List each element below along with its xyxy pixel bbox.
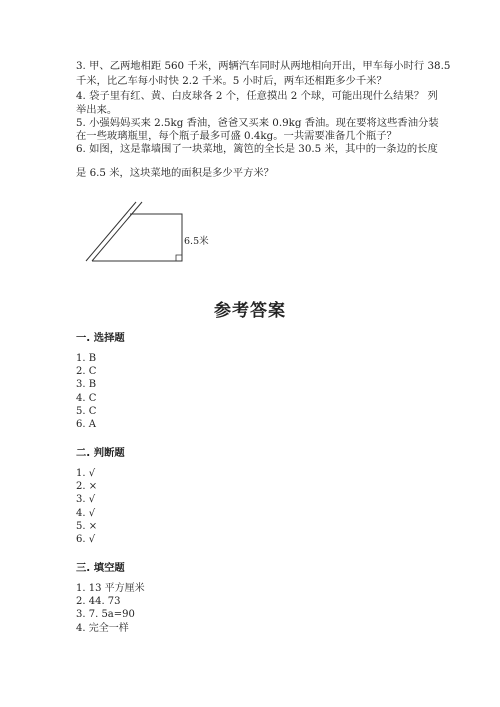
answer-item: 4. C [76,392,97,404]
answer-item: 3. B [76,379,97,391]
answer-item: 3. 7. 5a=90 [76,609,135,621]
answer-title: 参考答案 [214,301,286,321]
answer-item: 2. 44. 73 [76,596,121,608]
problem-6-line-2: 是 6.5 米，这块菜地的面积是多少平方米？ [76,167,274,179]
answer-item: 5. × [76,520,98,532]
judgment-answer-list [76,467,97,546]
section-heading-fill-in: 三. 填空题 [76,562,125,574]
section-heading-choice: 一. 选择题 [76,332,125,344]
choice-answer-list [76,352,96,431]
answer-item: 6. A [76,418,96,430]
answer-item: 1. 13 平方厘米 [76,583,145,594]
problem-4-line-1: 4. 袋子里有红、黄、白皮球各 2 个，任意摸出 2 个球，可能出现什么结果？ 列 [76,90,438,102]
answer-item: 2. × [76,481,98,493]
garden-figure [80,196,220,268]
problem-6-line-1: 6. 如图，这是靠墙围了一块菜地，篱笆的全长是 30.5 米，其中的一条边的长度 [76,143,438,155]
problem-3-line-2: 千米，比乙车每小时快 2.2 千米。5 小时后，两车还相距多少千米？ [76,75,387,87]
answer-item: 1. B [76,353,97,364]
side-length-label: 6.5米 [184,236,209,247]
right-angle-mark [176,255,182,261]
answer-item: 4. √ [76,507,96,519]
problem-4-line-2: 举出来。 [76,104,118,116]
section-heading-judgment: 二. 判断题 [76,447,125,459]
wall-line-outer [86,202,136,261]
answer-item: 4. 完全一样 [76,622,129,634]
answer-item: 1. √ [76,468,96,479]
fill-in-answer-list [76,582,145,635]
answer-item: 5. C [76,405,97,417]
wall-line-inner [92,202,142,261]
answer-item: 3. √ [76,494,96,506]
answer-item: 2. C [76,366,97,378]
problem-3-line-1: 3. 甲、乙两地相距 560 千米，两辆汽车同时从两地相向开出，甲车每小时行 38.5 [76,60,451,72]
answer-item: 6. √ [76,533,96,545]
problem-5-line-2: 在一些玻璃瓶里，每个瓶子最多可盛 0.4kg。一共需要准备几个瓶子？ [76,130,397,142]
problem-5-line-1: 5. 小强妈妈买来 2.5kg 香油，爸爸又买来 0.9kg 香油。现在要将这些香油分装 [76,117,439,129]
